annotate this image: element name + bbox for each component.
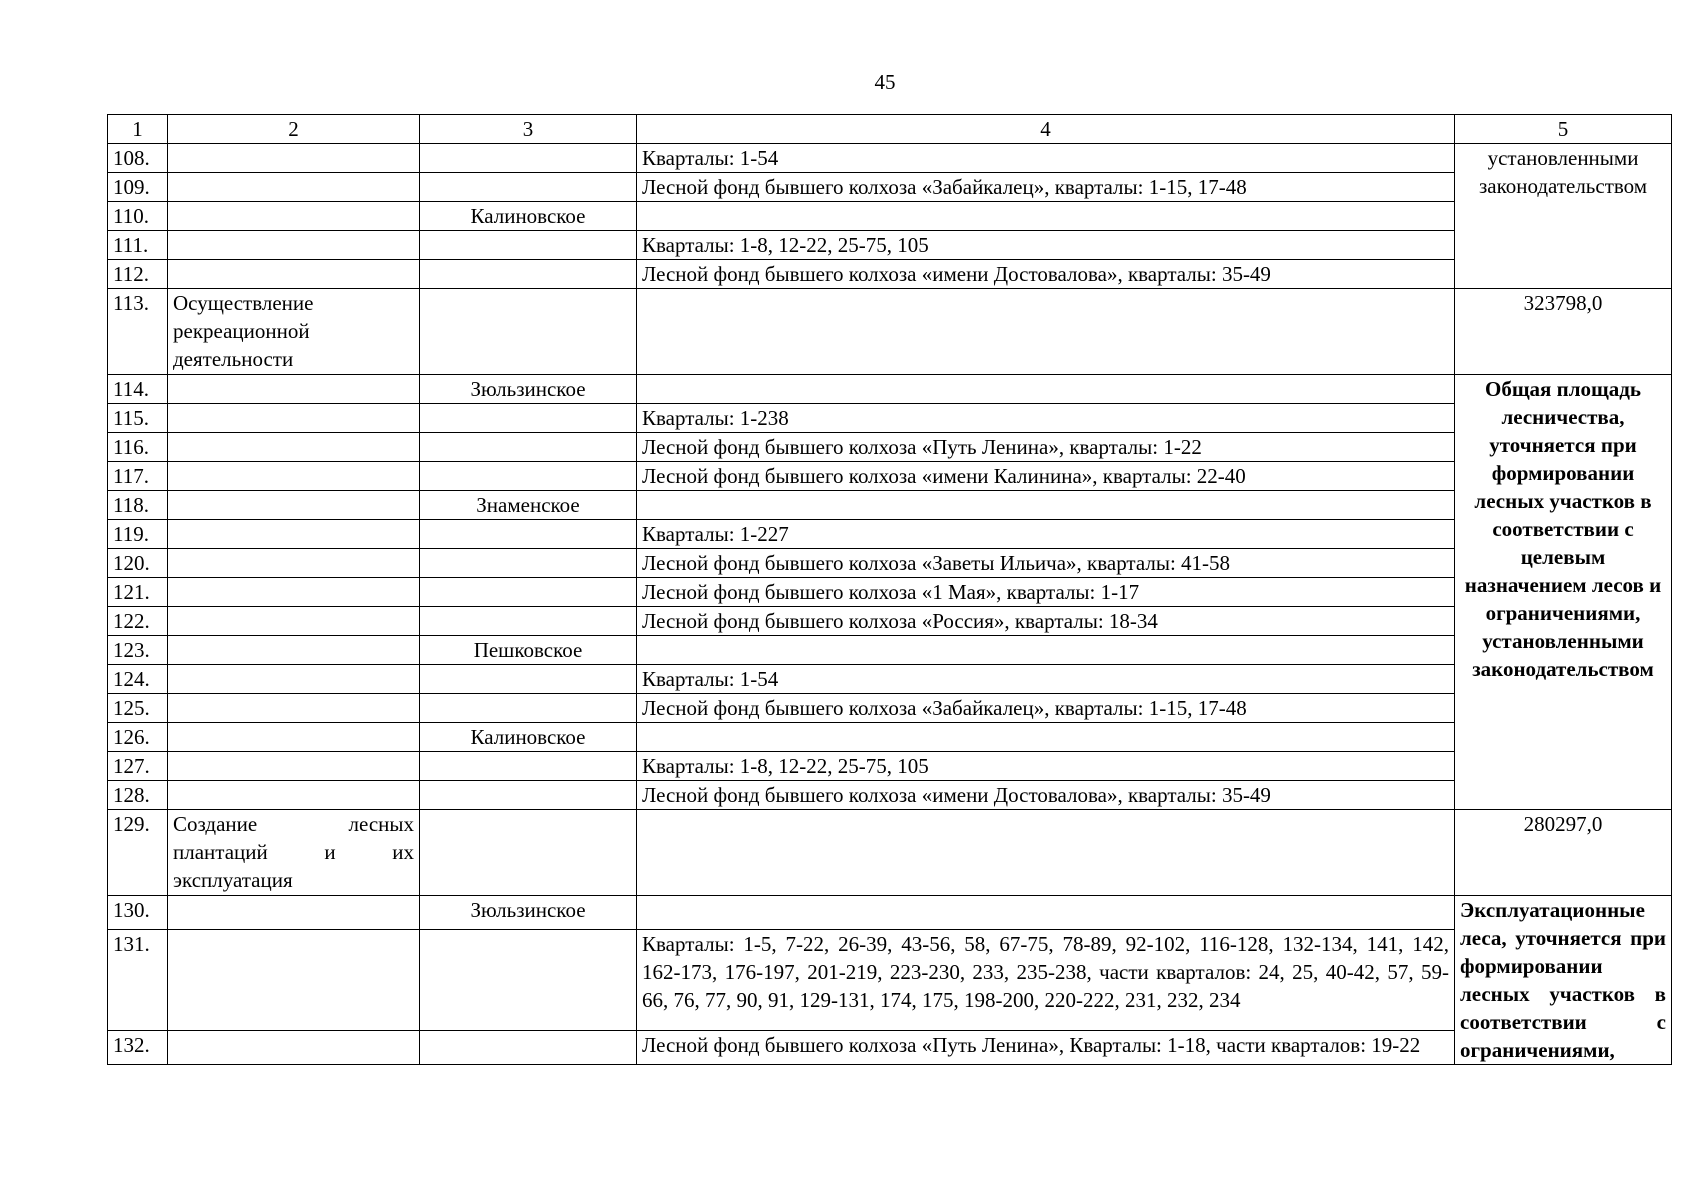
activity-cell — [168, 607, 420, 636]
row-number: 112. — [108, 260, 168, 289]
header-col-5: 5 — [1455, 115, 1672, 144]
quarters-cell: Лесной фонд бывшего колхоза «1 Мая», кварталы: 1-17 — [637, 578, 1455, 607]
quarters-cell: Лесной фонд бывшего колхоза «Забайкалец», кварталы: 1-15, 17-48 — [637, 173, 1455, 202]
forestry-district-cell: Знаменское — [420, 491, 637, 520]
quarters-cell: Лесной фонд бывшего колхоза «имени Калинина», кварталы: 22-40 — [637, 462, 1455, 491]
activity-cell — [168, 578, 420, 607]
activity-cell — [168, 896, 420, 930]
row-number: 131. — [108, 930, 168, 1030]
forestry-district-cell — [420, 433, 637, 462]
row-number: 128. — [108, 781, 168, 810]
activity-cell: Осуществление рекреационной деятельности — [168, 289, 420, 375]
table-row — [108, 231, 1672, 260]
header-col-4: 4 — [637, 115, 1455, 144]
forestry-district-cell — [420, 404, 637, 433]
activity-cell — [168, 781, 420, 810]
activity-cell — [168, 231, 420, 260]
table-row — [108, 462, 1672, 491]
row-number: 132. — [108, 1030, 168, 1064]
total-area-cell: 280297,0 — [1455, 810, 1672, 896]
table-row — [108, 752, 1672, 781]
forestry-district-cell: Калиновское — [420, 202, 637, 231]
forestry-district-cell — [420, 1030, 637, 1064]
row-number: 121. — [108, 578, 168, 607]
activity-cell — [168, 375, 420, 404]
table-row — [108, 520, 1672, 549]
table-row — [108, 665, 1672, 694]
area-note-cell: Эксплуатационные леса, уточняется при формировании лесных участков в соответствии с ограничениями, — [1455, 896, 1672, 1065]
activity-cell — [168, 665, 420, 694]
page-number: 45 — [874, 70, 896, 94]
table-row — [108, 1030, 1672, 1064]
activity-cell — [168, 723, 420, 752]
quarters-cell: Кварталы: 1-238 — [637, 404, 1455, 433]
forestry-district-cell — [420, 694, 637, 723]
quarters-cell — [637, 375, 1455, 404]
quarters-cell: Кварталы: 1-8, 12-22, 25-75, 105 — [637, 752, 1455, 781]
quarters-cell: Кварталы: 1-54 — [637, 665, 1455, 694]
row-number: 109. — [108, 173, 168, 202]
quarters-cell — [637, 810, 1455, 896]
forestry-district-cell — [420, 781, 637, 810]
table-row — [108, 930, 1672, 1030]
forestry-district-cell — [420, 607, 637, 636]
row-number: 108. — [108, 144, 168, 173]
quarters-cell: Кварталы: 1-227 — [637, 520, 1455, 549]
forestry-district-cell: Калиновское — [420, 723, 637, 752]
activity-cell — [168, 491, 420, 520]
table-row — [108, 375, 1672, 404]
quarters-cell — [637, 723, 1455, 752]
forestry-district-cell — [420, 549, 637, 578]
activity-cell — [168, 173, 420, 202]
table-row — [108, 578, 1672, 607]
forestry-district-cell — [420, 173, 637, 202]
forestry-district-cell — [420, 752, 637, 781]
quarters-cell: Лесной фонд бывшего колхоза «Забайкалец», кварталы: 1-15, 17-48 — [637, 694, 1455, 723]
table-row — [108, 810, 1672, 896]
activity-cell — [168, 202, 420, 231]
row-number: 129. — [108, 810, 168, 896]
table-header-row — [108, 115, 1672, 144]
quarters-cell: Лесной фонд бывшего колхоза «имени Достовалова», кварталы: 35-49 — [637, 260, 1455, 289]
row-number: 115. — [108, 404, 168, 433]
activity-cell — [168, 404, 420, 433]
area-note-cell: Общая площадь лесничества, уточняется при формировании лесных участков в соответствии с целевым назначением лесов и ограничениями, установленными законодательством — [1455, 375, 1672, 810]
table-row — [108, 549, 1672, 578]
row-number: 127. — [108, 752, 168, 781]
row-number: 125. — [108, 694, 168, 723]
forest-use-table — [107, 114, 1672, 1065]
row-number: 119. — [108, 520, 168, 549]
forestry-district-cell — [420, 462, 637, 491]
activity-cell — [168, 462, 420, 491]
quarters-cell: Кварталы: 1-54 — [637, 144, 1455, 173]
header-col-1: 1 — [108, 115, 168, 144]
quarters-cell — [637, 896, 1455, 930]
activity-cell — [168, 1030, 420, 1064]
quarters-cell: Лесной фонд бывшего колхоза «Путь Ленина», кварталы: 1-22 — [637, 433, 1455, 462]
forestry-district-cell — [420, 289, 637, 375]
forestry-district-cell — [420, 520, 637, 549]
forestry-district-cell — [420, 930, 637, 1030]
activity-cell — [168, 930, 420, 1030]
forestry-district-cell — [420, 144, 637, 173]
row-number: 124. — [108, 665, 168, 694]
quarters-cell — [637, 491, 1455, 520]
quarters-cell: Лесной фонд бывшего колхоза «имени Достовалова», кварталы: 35-49 — [637, 781, 1455, 810]
row-number: 117. — [108, 462, 168, 491]
forestry-district-cell: Зюльзинское — [420, 375, 637, 404]
table-row — [108, 144, 1672, 173]
area-note-cell: установленными законодательством — [1455, 144, 1672, 289]
quarters-cell: Лесной фонд бывшего колхоза «Россия», кварталы: 18-34 — [637, 607, 1455, 636]
row-number: 114. — [108, 375, 168, 404]
row-number: 123. — [108, 636, 168, 665]
table-row — [108, 694, 1672, 723]
row-number: 110. — [108, 202, 168, 231]
quarters-cell — [637, 289, 1455, 375]
activity-cell — [168, 752, 420, 781]
row-number: 126. — [108, 723, 168, 752]
table-row — [108, 173, 1672, 202]
forestry-district-cell — [420, 578, 637, 607]
total-area-cell: 323798,0 — [1455, 289, 1672, 375]
forestry-district-cell — [420, 810, 637, 896]
row-number: 120. — [108, 549, 168, 578]
activity-cell: Создание лесных плантаций и их эксплуатация — [168, 810, 420, 896]
activity-cell — [168, 260, 420, 289]
quarters-cell — [637, 636, 1455, 665]
table-row — [108, 636, 1672, 665]
forestry-district-cell — [420, 260, 637, 289]
table-row — [108, 781, 1672, 810]
forestry-district-cell — [420, 231, 637, 260]
row-number: 111. — [108, 231, 168, 260]
quarters-cell: Кварталы: 1-5, 7-22, 26-39, 43-56, 58, 67-75, 78-89, 92-102, 116-128, 132-134, 141, 142, 162-173, 176-197, 201-219, 223-230, 233, 235-238, части кварталов: 24, 25, 40-42, 57, 59-66, 76, 77, 90, 91, 129-131, 174, 175, 198-200, 220-222, 231, 232, 234 — [637, 930, 1455, 1030]
table-row — [108, 607, 1672, 636]
row-number: 116. — [108, 433, 168, 462]
activity-cell — [168, 636, 420, 665]
row-number: 118. — [108, 491, 168, 520]
row-number: 122. — [108, 607, 168, 636]
table-row — [108, 491, 1672, 520]
table-row — [108, 723, 1672, 752]
table-row — [108, 896, 1672, 930]
quarters-cell: Лесной фонд бывшего колхоза «Заветы Ильича», кварталы: 41-58 — [637, 549, 1455, 578]
forestry-district-cell: Пешковское — [420, 636, 637, 665]
activity-cell — [168, 144, 420, 173]
activity-cell — [168, 694, 420, 723]
row-number: 130. — [108, 896, 168, 930]
table-row — [108, 433, 1672, 462]
activity-cell — [168, 520, 420, 549]
header-col-3: 3 — [420, 115, 637, 144]
forestry-district-cell — [420, 665, 637, 694]
quarters-cell: Лесной фонд бывшего колхоза «Путь Ленина», Кварталы: 1-18, части кварталов: 19-22 — [637, 1030, 1455, 1064]
table-row — [108, 260, 1672, 289]
quarters-cell — [637, 202, 1455, 231]
row-number: 113. — [108, 289, 168, 375]
quarters-cell: Кварталы: 1-8, 12-22, 25-75, 105 — [637, 231, 1455, 260]
table-row — [108, 202, 1672, 231]
table-row — [108, 289, 1672, 375]
activity-cell — [168, 549, 420, 578]
header-col-2: 2 — [168, 115, 420, 144]
activity-cell — [168, 433, 420, 462]
table-row — [108, 404, 1672, 433]
forestry-district-cell: Зюльзинское — [420, 896, 637, 930]
